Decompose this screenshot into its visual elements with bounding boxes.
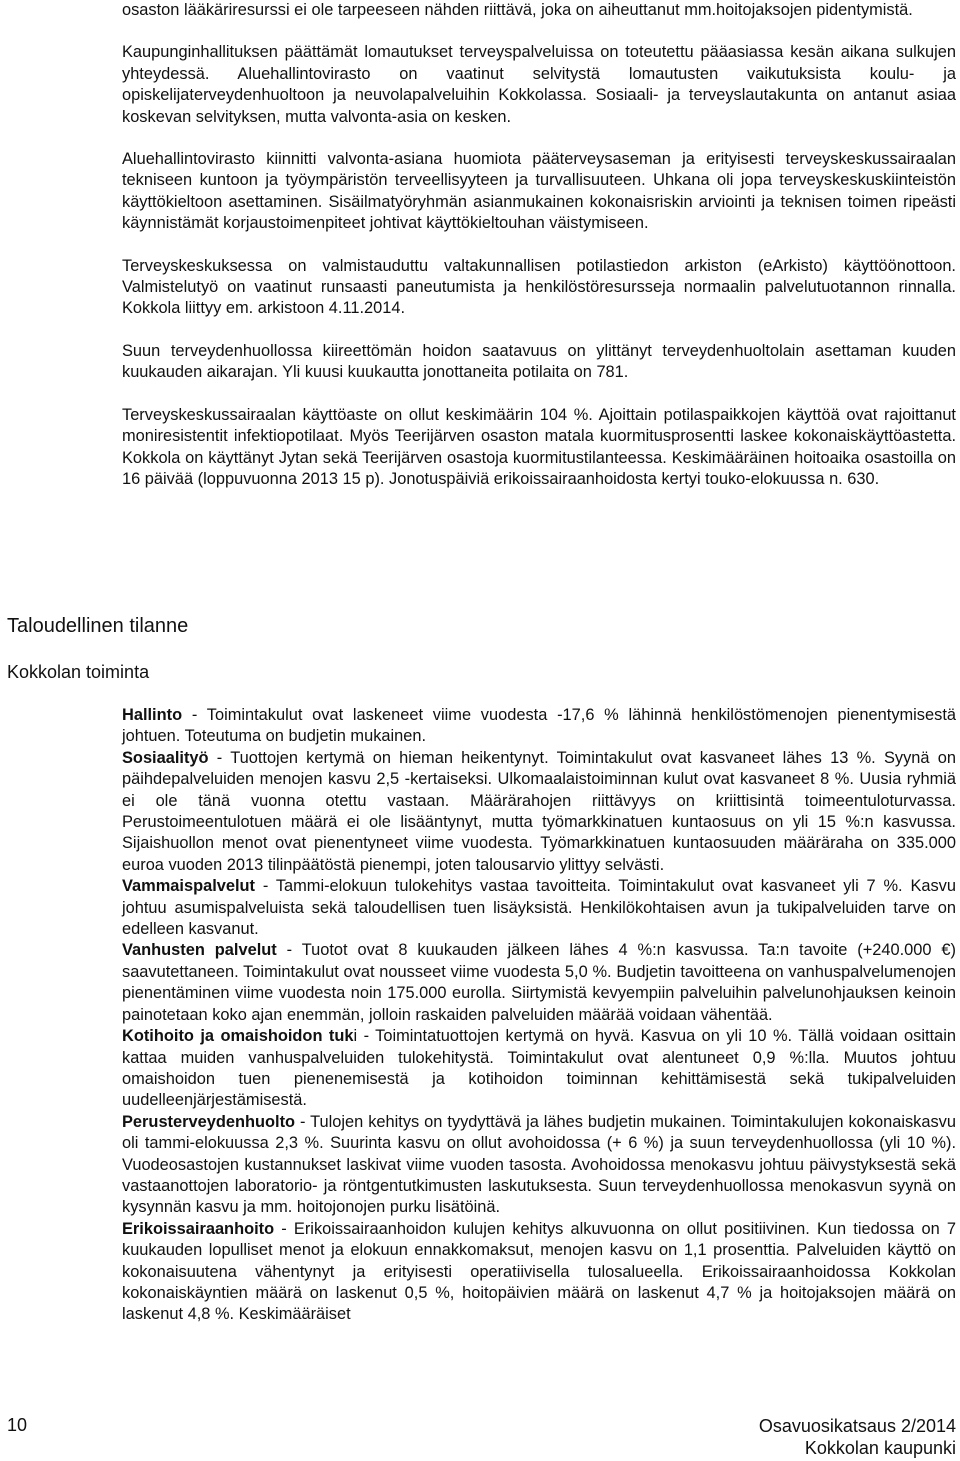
top-text-column: [122, 0, 956, 490]
paragraph: osaston lääkäriresurssi ei ole tarpeeseen nähden riittävä, joka on aiheuttanut mm.hoitojaksojen pidentymistä.: [122, 1, 913, 19]
subsection-heading: Kokkolan toiminta: [7, 662, 150, 682]
item-term: Hallinto: [122, 706, 183, 724]
list-item: [122, 1026, 956, 1112]
item-term: Kotihoito ja omaishoidon tuk: [122, 1027, 354, 1046]
paragraph: Suun terveydenhuollossa kiireettömän hoidon saatavuus on ylittänyt terveydenhuoltolain asettaman kuuden kuukauden aikarajan. Yli kuusi kuukautta jonottaneita potilaita on 781.: [122, 341, 956, 382]
paragraph: Kaupunginhallituksen päättämät lomautukset terveyspalveluissa on toteutettu pääasiassa kesän aikana sulkujen yhteydessä. Aluehallintovirasto on vaatinut selvitystä lomautusten vaikutuksista koulu- ja opiskelijaterveydenhuoltoon ja neuvolapalveluihin Kokkolassa. Sosiaali- ja terveyslautakunta on antanut asiaa koskevan selvityksen, mutta valvonta-asia on kesken.: [122, 43, 956, 126]
item-term: Perusterveydenhuolto: [122, 1112, 296, 1131]
item-text: - Toimintakulut ovat laskeneet viime vuodesta -17,6 % lähinnä henkilöstömenojen pienentymisestä johtuen. Toteutuma on budjetin mukainen.: [122, 706, 956, 746]
list-item: [122, 940, 956, 1026]
item-text: - Tammi-elokuun tulokehitys vastaa tavoitteita. Toimintakulut ovat kasvaneet yli 7 %. Kasvu johtuu asumispalveluista sekä taloudellisen tuen lisäyksistä. Henkilökohtaisen avun ja tukipalveluiden tarve on edelleen kasvanut.: [122, 877, 956, 939]
page-footer: [759, 1415, 956, 1459]
department-list: [122, 705, 956, 1326]
page-number: 10: [7, 1415, 28, 1435]
section-heading: Taloudellinen tilanne: [7, 615, 189, 637]
item-text: - Tuotot ovat 8 kuukauden jälkeen lähes 4 %:n kasvussa. Ta:n tavoite (+240.000 €) saavutettaneen. Toimintakulut ovat nousseet viime vuodesta 5,0 %. Budjetin tavoitteena on vanhuspalvelumenojen pienentäminen viime vuodesta noin 175.000 eurolla. Siirtymistä kevyempiin palveluihin palvelunohjauksen keinoin painotetaan koko ajan enemmän, jolloin raskaiden palveluiden määrää voidaan vähentää.: [122, 941, 956, 1024]
organization-name: Kokkolan kaupunki: [804, 1438, 956, 1458]
item-text: i - Toimintatuottojen kertymä on hyvä. Kasvua on yli 10 %. Tällä voidaan osittain kattaa muiden vanhuspalveluiden tulokehitystä. Toimintakulut ovat alentuneet 0,9 %:lla. Muutos johtuu omaishoidon tuen pienenemisestä ja kotihoidon toiminnan kehittämisestä sekä tukipalveluiden uudelleenjärjestämisestä.: [122, 1027, 956, 1110]
report-title: Osavuosikatsaus 2/2014: [758, 1416, 956, 1436]
item-text: - Erikoissairaanhoidon kulujen kehitys alkuvuonna on ollut positiivinen. Kun tiedossa on 7 kuukauden lopulliset menot ja elokuun ennakkomaksut, menojen kasvu on 1,1 prosenttia. Palveluiden käyttö on kokonaisuutena vähentynyt ja erityisesti operatiivisella tulosalueella. Erikoissairaanhoidossa Kokkolan kokonaiskäyntien määrä on laskenut 0,5 %, hoitopäivien määrä on laskenut 4,7 % ja hoitojaksojen määrä on laskenut 4,8 %. Keskimääräiset: [122, 1219, 956, 1324]
item-text: - Tulojen kehitys on tyydyttävä ja lähes budjetin mukainen. Toimintakulujen kokonaiskasvu oli tammi-elokuussa 2,3 %. Suurinta kasvu on ollut avohoidossa (+ 6 %) ja suun terveydenhuollossa (yli 10 %). Vuodeosastojen kustannukset laskivat viime vuoden tasosta. Avohoidossa menokasvu johtuu päivystyksestä sekä vastaanottojen laboratorio- ja röntgentutkimusten laskutuksesta. Suun terveydenhuollossa menokasvun syynä on kysynnän kasvu ja mm. hoitojonojen purku lisätöinä.: [122, 1112, 956, 1217]
item-term: Erikoissairaanhoito: [122, 1219, 275, 1238]
list-item: [122, 1112, 956, 1219]
list-item: [122, 705, 956, 748]
item-term: Vanhusten palvelut: [122, 941, 277, 960]
paragraph: Aluehallintovirasto kiinnitti valvonta-asiana huomiota pääterveysaseman ja erityisesti terveyskeskussairaalan tekniseen kuntoon ja työympäristön terveellisyyteen ja turvallisuuteen. Uhkana oli jopa terveyskeskuskiinteistön käyttökieltoon asettaminen. Sisäilmatyöryhmän asianmukainen kokonaisriskin arviointi ja teknisen toimen ripeästi käynnistämät korjaustoimenpiteet johtivat käyttökieltouhan väistymiseen.: [122, 150, 956, 233]
paragraph: Terveyskeskussairaalan käyttöaste on ollut keskimäärin 104 %. Ajoittain potilaspaikkojen käyttöä ovat rajoittanut moniresistentit infektiopotilaat. Myös Teerijärven osaston matala kuormitusprosentti laskee kokonaiskäyttöastetta. Kokkola on käyttänyt Jytan sekä Teerijärven osastoja kuormitustilanteessa. Keskimääräinen hoitoaika osastoilla on 16 päivää (loppuvuonna 2013 15 p). Jonotuspäiviä erikoissairaanhoidosta kertyi touko-elokuussa n. 630.: [122, 405, 956, 488]
item-term: Sosiaalityö: [122, 748, 209, 767]
list-item: [122, 876, 956, 940]
list-item: [122, 1219, 956, 1326]
item-text: - Tuottojen kertymä on hieman heikentynyt. Toimintakulut ovat kasvaneet lähes 13 %. Syynä on päihdepalveluiden menojen kasvu 2,5 -kertaiseksi. Ulkomaalaistoiminnan kulut ovat kasvaneet 8 %. Uusia ryhmiä ei ole tänä vuonna otettu vastaan. Määrärahojen riittävyys on kriittisintä toimeentuloturvassa. Perustoimeentulotuen määrä ei ole lisääntynyt, mutta työmarkkinatuen kuntaosuus on yli 15 %:n kasvussa. Sijaishuollon menot ovat pienentyneet viime vuodesta. Työmarkkinatuen kuntaosuuden määräraha on 335.000 euroa vuoden 2013 tilinpäätöstä pienempi, joten talousarvio ylittyy selvästi.: [122, 748, 956, 874]
item-term: Vammaispalvelut: [122, 877, 256, 896]
paragraph: Terveyskeskuksessa on valmistauduttu valtakunnallisen potilastiedon arkiston (eArkisto) käyttöönottoon. Valmistelutyö on vaatinut runsaasti paneutumista ja henkilöstöresursseja normaalin palvelutuotannon rinnalla. Kokkola liittyy em. arkistoon 4.11.2014.: [122, 256, 956, 318]
list-item: [122, 748, 956, 876]
